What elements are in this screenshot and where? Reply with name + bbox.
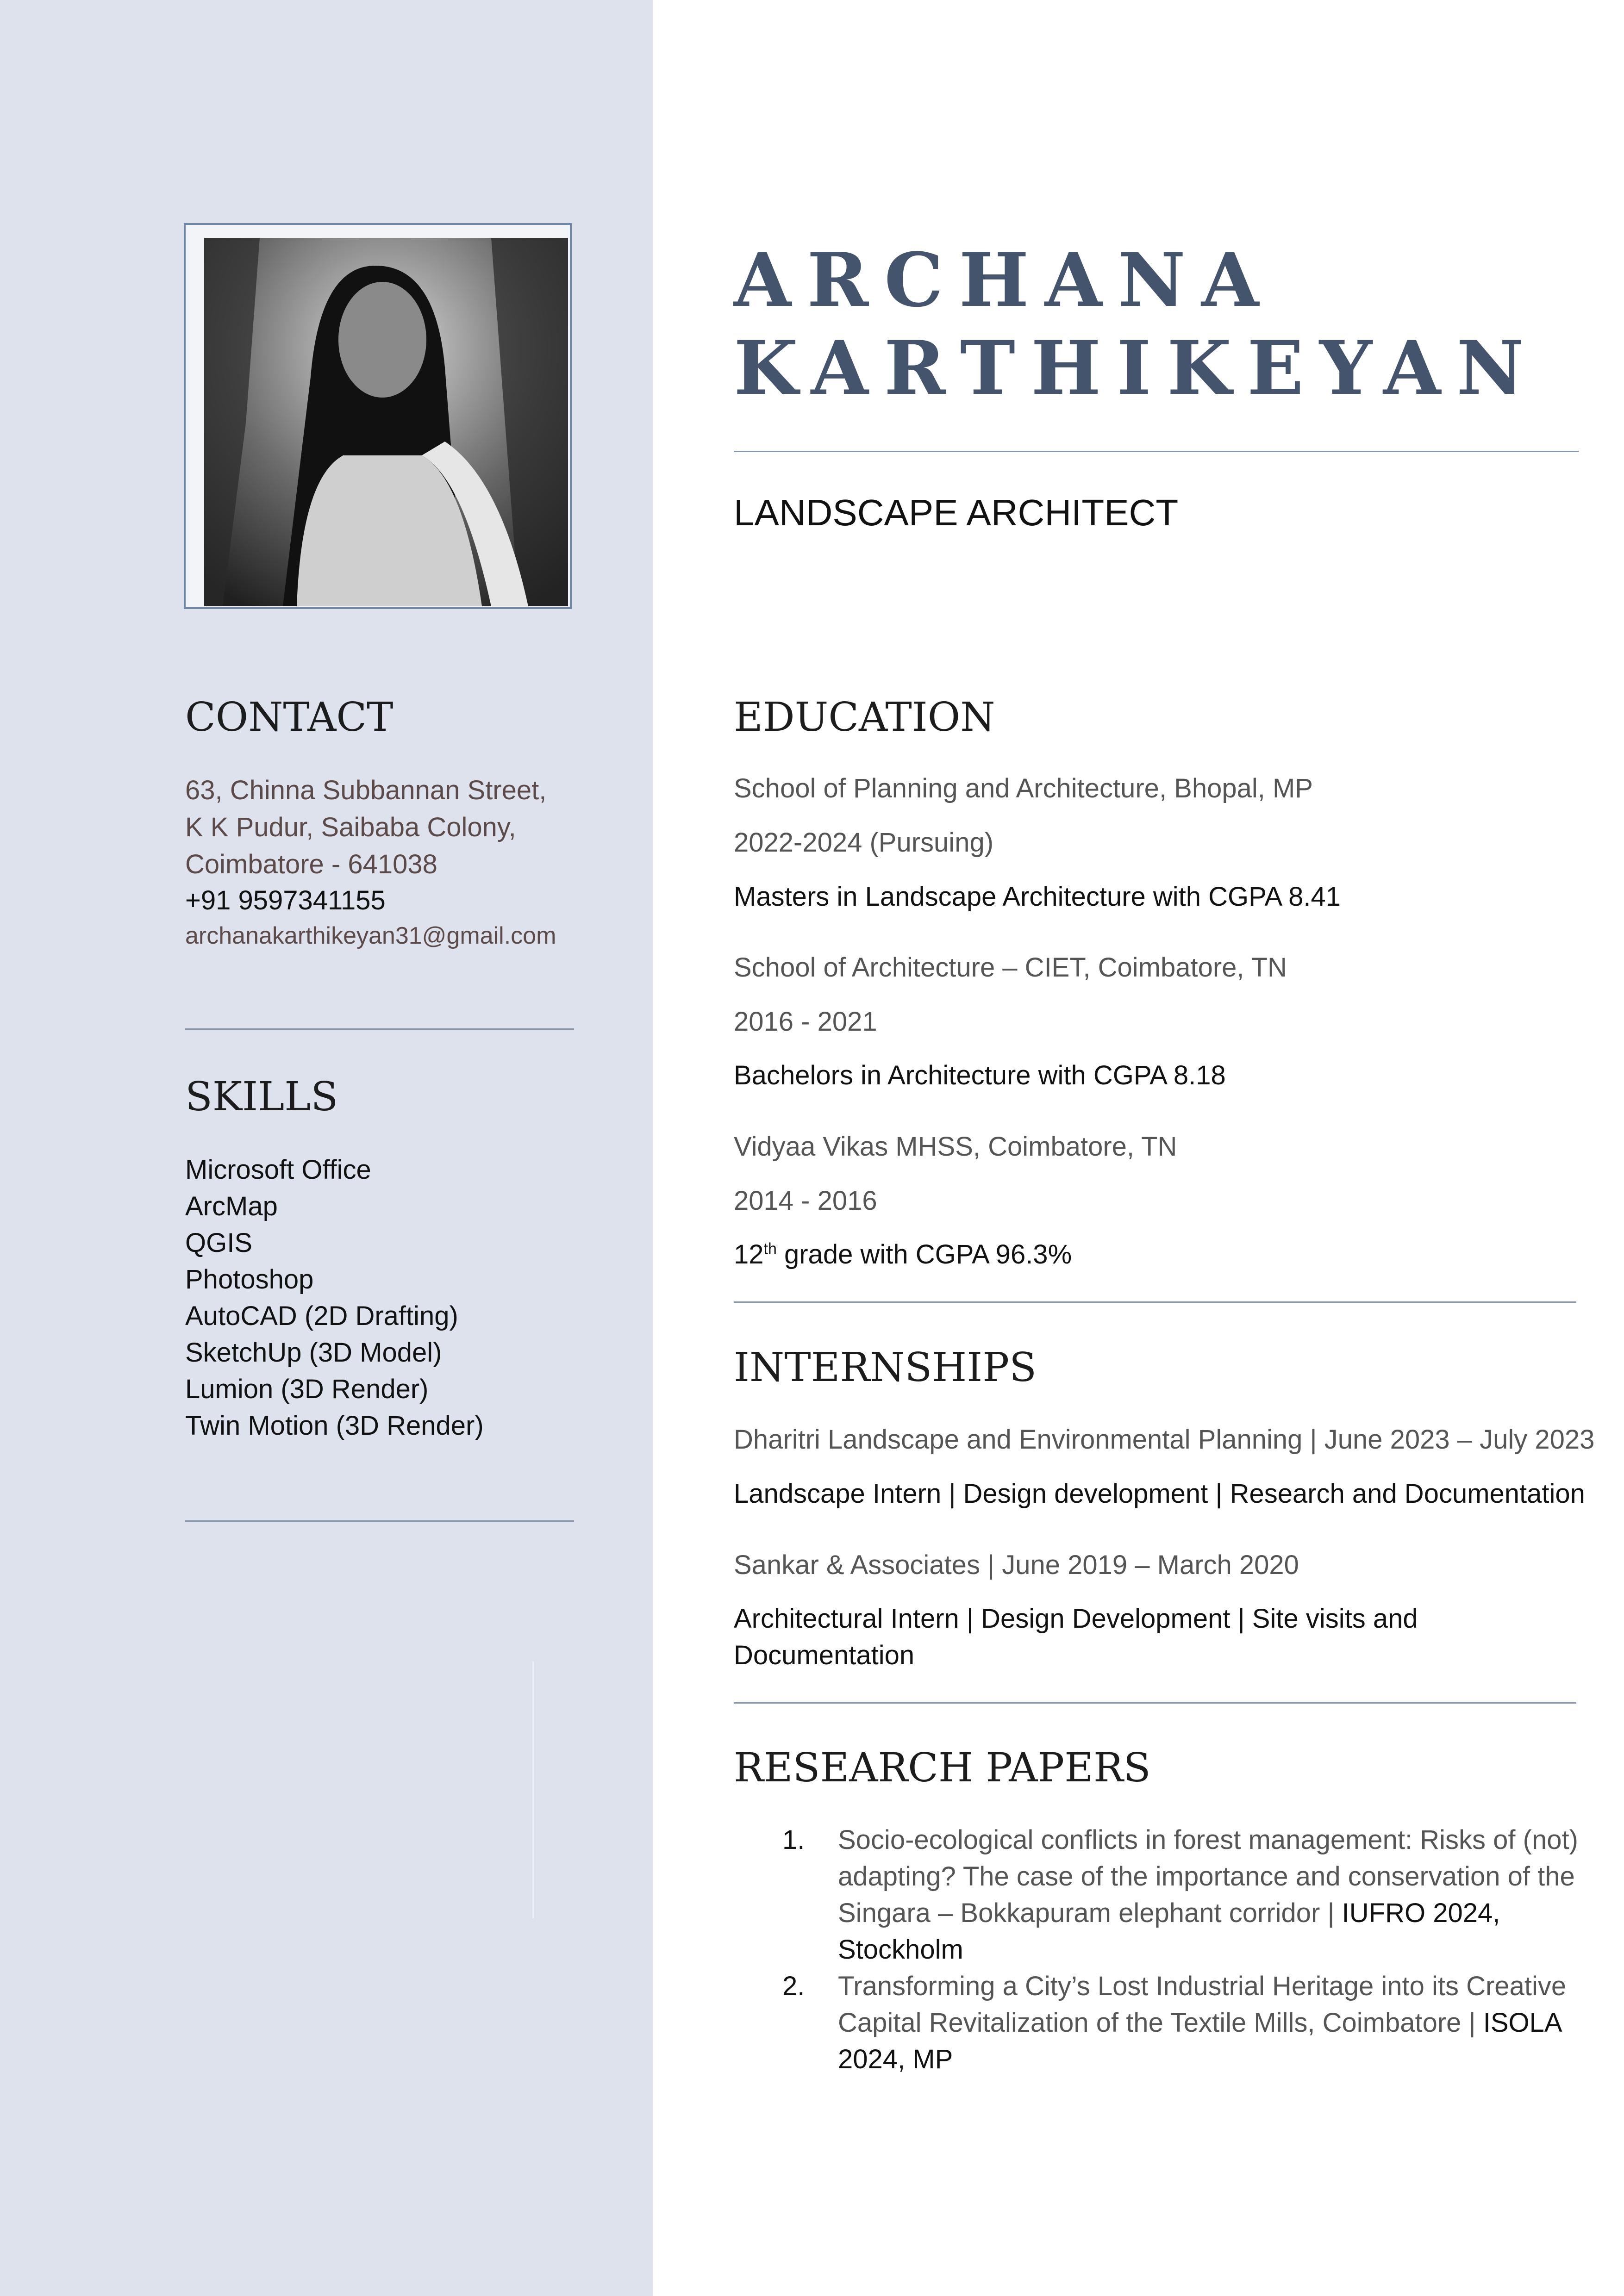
skill-item: Twin Motion (3D Render) <box>185 1411 484 1441</box>
last-name: KARTHIKEYAN <box>734 324 1540 411</box>
skills-heading: SKILLS <box>185 1074 338 1120</box>
education-degree <box>734 1239 1072 1270</box>
email-address[interactable]: archanakarthikeyan31@gmail.com <box>185 922 556 949</box>
research-heading: RESEARCH PAPERS <box>734 1745 1151 1791</box>
paper-venue: 2024, MP <box>838 2044 953 2074</box>
paper-number: 1. <box>782 1825 805 1855</box>
paper-venue: IUFRO 2024, <box>1342 1898 1500 1928</box>
paper-title-line: Transforming a City’s Lost Industrial Heritage into its Creative <box>838 1971 1567 2001</box>
internship-org: Sankar & Associates | June 2019 – March 2020 <box>734 1550 1299 1580</box>
education-institution: School of Planning and Architecture, Bhopal, MP <box>734 773 1313 803</box>
grade-number: 12 <box>734 1239 764 1269</box>
divider <box>185 1028 574 1030</box>
skill-item: QGIS <box>185 1228 253 1258</box>
contact-heading: CONTACT <box>185 694 394 740</box>
education-degree: Masters in Landscape Architecture with CGPA 8.41 <box>734 882 1341 912</box>
education-institution: Vidyaa Vikas MHSS, Coimbatore, TN <box>734 1132 1177 1162</box>
internship-role: Landscape Intern | Design development | Research and Documentation <box>734 1479 1585 1509</box>
internships-heading: INTERNSHIPS <box>734 1344 1037 1391</box>
address-line: K K Pudur, Saibaba Colony, <box>185 812 516 842</box>
paper-title-line: adapting? The case of the importance and conservation of the <box>838 1861 1575 1892</box>
skill-item: Lumion (3D Render) <box>185 1374 429 1404</box>
paper-venue: Stockholm <box>838 1935 963 1965</box>
internship-role: Documentation <box>734 1640 915 1670</box>
phone-number[interactable]: +91 9597341155 <box>185 885 386 915</box>
divider <box>734 1702 1576 1704</box>
skill-item: Photoshop <box>185 1264 314 1294</box>
education-heading: EDUCATION <box>734 694 995 740</box>
skill-item: ArcMap <box>185 1191 278 1221</box>
education-degree: Bachelors in Architecture with CGPA 8.18 <box>734 1060 1226 1090</box>
skill-item: SketchUp (3D Model) <box>185 1338 442 1368</box>
divider <box>185 1520 574 1522</box>
decorative-line <box>532 1661 534 1918</box>
grade-text: grade with CGPA 96.3% <box>776 1239 1072 1269</box>
internship-role: Architectural Intern | Design Development | Site visits and <box>734 1604 1418 1634</box>
divider <box>734 451 1579 452</box>
divider <box>734 1301 1576 1303</box>
skill-item: Microsoft Office <box>185 1155 371 1185</box>
education-years: 2014 - 2016 <box>734 1186 877 1216</box>
education-years: 2016 - 2021 <box>734 1007 877 1037</box>
paper-title-line: Socio-ecological conflicts in forest management: Risks of (not) <box>838 1825 1578 1855</box>
profile-photo-frame <box>184 223 572 609</box>
profile-photo <box>204 238 568 606</box>
address-line: Coimbatore - 641038 <box>185 849 437 879</box>
education-institution: School of Architecture – CIET, Coimbatore, TN <box>734 952 1287 983</box>
first-name: ARCHANA <box>734 236 1275 324</box>
address-line: 63, Chinna Subbannan Street, <box>185 775 547 805</box>
education-years: 2022-2024 (Pursuing) <box>734 828 994 858</box>
paper-title-line: Singara – Bokkapuram elephant corridor | <box>838 1898 1342 1928</box>
grade-suffix: th <box>763 1240 777 1258</box>
paper-title-line: Capital Revitalization of the Textile Mills, Coimbatore | <box>838 2008 1483 2038</box>
skill-item: AutoCAD (2D Drafting) <box>185 1301 458 1331</box>
job-title: LANDSCAPE ARCHITECT <box>734 492 1179 533</box>
paper-venue: ISOLA <box>1483 2008 1562 2038</box>
internship-org: Dharitri Landscape and Environmental Planning | June 2023 – July 2023 <box>734 1425 1595 1455</box>
paper-number: 2. <box>782 1971 805 2001</box>
